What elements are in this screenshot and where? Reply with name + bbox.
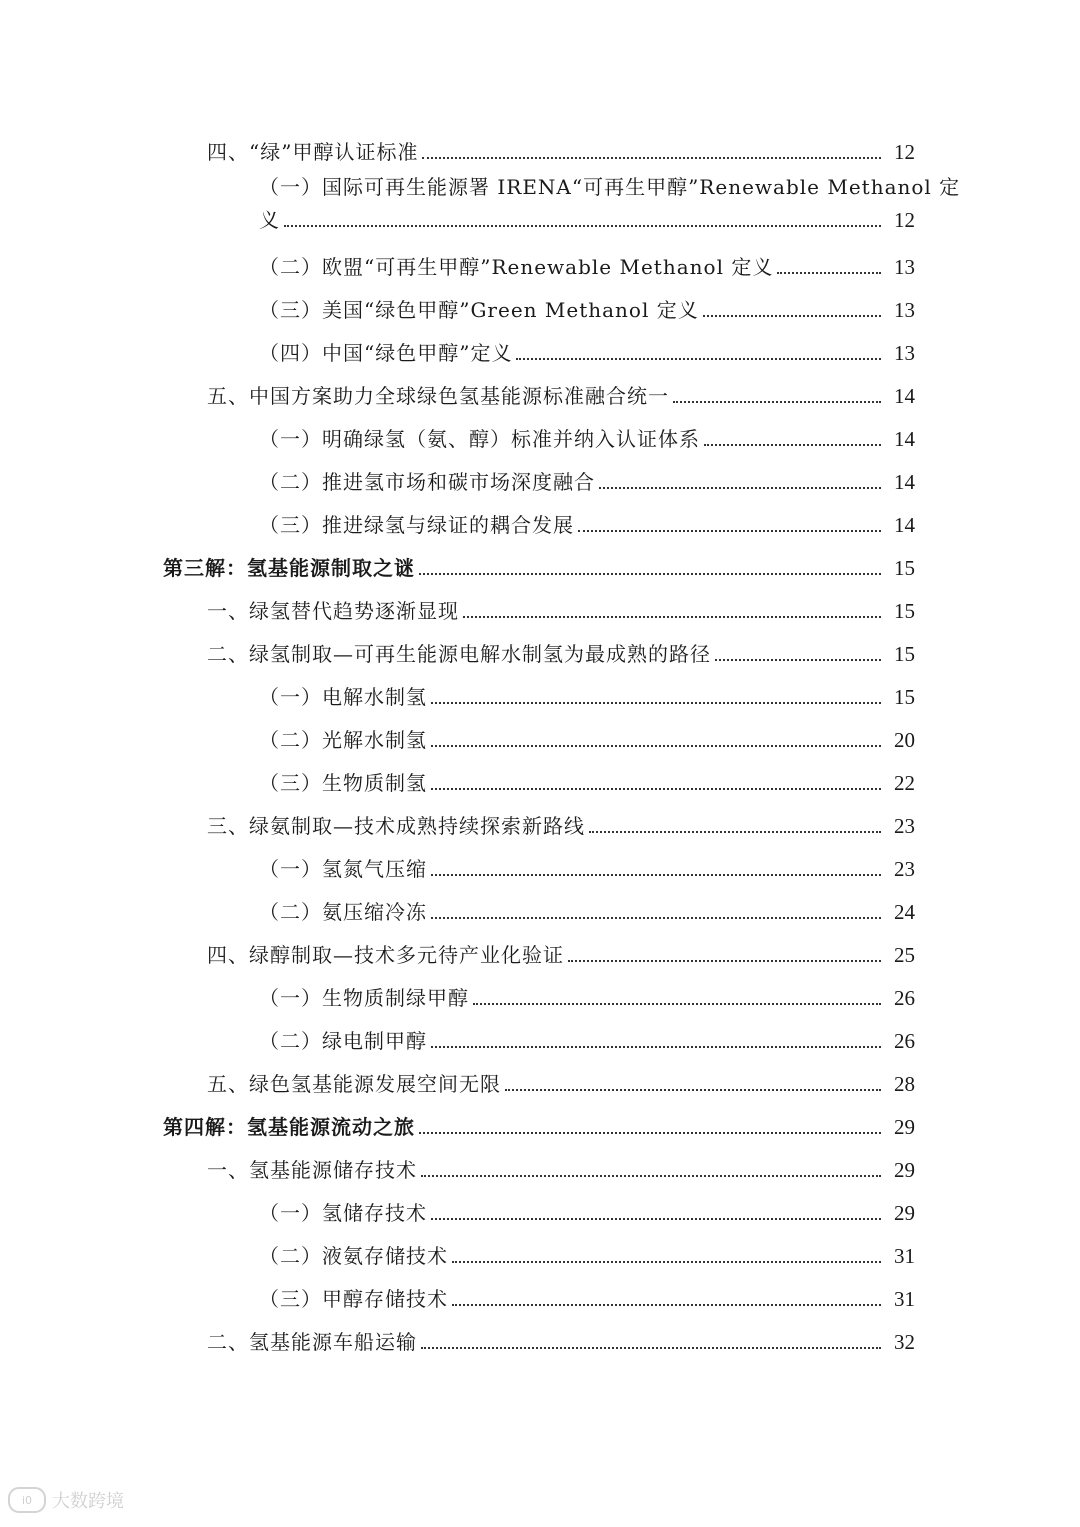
toc-page-number: 32 [894,1330,915,1354]
toc-title: 一、绿氢替代趋势逐渐显现 [207,599,459,623]
toc-page-number: 25 [894,943,915,967]
toc-page-number: 31 [894,1244,915,1268]
toc-title: （二）绿电制甲醇 [259,1029,427,1053]
toc-page-number: 29 [894,1158,915,1182]
toc-title: （三）美国“绿色甲醇”Green Methanol 定义 [259,298,699,322]
toc-entry[interactable] [207,931,915,974]
toc-page-number: 15 [894,685,915,709]
toc-title: （三）推进绿氢与绿证的耦合发展 [259,513,574,537]
toc-leader [421,1347,881,1349]
toc-page-number: 14 [894,470,915,494]
toc-page-number: 12 [894,208,915,232]
toc-title: （二）推进氢市场和碳市场深度融合 [259,470,595,494]
toc-title: （一）明确绿氢（氨、醇）标准并纳入认证体系 [259,427,700,451]
toc-entry[interactable] [207,630,915,673]
toc-title: （二）欧盟“可再生甲醇”Renewable Methanol 定义 [259,255,774,279]
toc-entry[interactable] [259,415,915,458]
toc-page-number: 15 [894,642,915,666]
toc-page-number: 14 [894,513,915,537]
toc-page-number: 12 [894,140,915,164]
toc-page-number: 24 [894,900,915,924]
toc-page-number: 28 [894,1072,915,1096]
toc-title: （三）生物质制氢 [259,771,427,795]
toc-entry[interactable] [207,1146,915,1189]
toc-entry[interactable] [259,1017,915,1060]
toc-entry[interactable] [259,286,915,329]
toc-page-number: 23 [894,857,915,881]
toc-page-number: 13 [894,255,915,279]
toc-page-number: 15 [894,556,915,580]
toc-entry[interactable] [207,802,915,845]
toc-page-number: 31 [894,1287,915,1311]
toc-leader [578,530,881,532]
toc-page-number: 23 [894,814,915,838]
toc-title: 四、“绿”甲醇认证标准 [207,140,419,164]
toc-entry[interactable] [259,845,915,888]
toc-page-number: 22 [894,771,915,795]
toc-title: 第四解：氢基能源流动之旅 [163,1115,415,1139]
toc-leader [419,573,881,575]
toc-leader [431,1218,881,1220]
toc-title: （一）生物质制绿甲醇 [259,986,469,1010]
toc-title: 五、绿色氢基能源发展空间无限 [207,1072,501,1096]
toc-page-number: 29 [894,1115,915,1139]
toc-entry[interactable] [259,716,915,759]
toc-title: （二）液氨存储技术 [259,1244,448,1268]
toc-chapter-entry[interactable] [163,544,915,587]
toc-title: 五、中国方案助力全球绿色氢基能源标准融合统一 [207,384,669,408]
watermark-logo-icon: i0 [8,1487,46,1513]
toc-page-number: 29 [894,1201,915,1225]
toc-entry[interactable] [259,974,915,1017]
toc-title: 二、绿氢制取—可再生能源电解水制氢为最成熟的路径 [207,642,711,666]
toc-title: 四、绿醇制取—技术多元待产业化验证 [207,943,564,967]
toc-title: 一、氢基能源储存技术 [207,1158,417,1182]
toc-chapter-entry[interactable] [163,1103,915,1146]
toc-entry[interactable] [207,1060,915,1103]
toc-leader [703,315,881,317]
toc-entry[interactable] [207,1318,915,1361]
toc-leader [431,745,881,747]
toc-page-number: 26 [894,1029,915,1053]
toc-leader [452,1304,881,1306]
toc-leader [431,788,881,790]
toc-title: （四）中国“绿色甲醇”定义 [259,341,513,365]
toc-title: （二）光解水制氢 [259,728,427,752]
toc-leader [715,659,881,661]
toc-leader [431,917,881,919]
toc-leader [431,702,881,704]
toc-entry[interactable] [259,759,915,802]
toc-leader [673,401,881,403]
toc-entry[interactable] [259,673,915,716]
toc-leader [777,272,881,274]
toc-leader [284,225,881,227]
toc-title: （一）氢储存技术 [259,1201,427,1225]
toc-entry[interactable] [259,171,961,243]
toc-title: （二）氨压缩冷冻 [259,900,427,924]
toc-leader [589,831,881,833]
toc-leader [704,444,881,446]
toc-entry[interactable] [207,372,915,415]
toc-page-number: 14 [894,427,915,451]
toc-leader [421,1175,881,1177]
toc-title: （一）氢氮气压缩 [259,857,427,881]
toc-leader [473,1003,881,1005]
toc-entry[interactable] [259,243,915,286]
toc-page-number: 13 [894,341,915,365]
toc-entry[interactable] [207,587,915,630]
toc-leader [516,358,881,360]
toc-entry[interactable] [207,128,915,171]
toc-title: 二、氢基能源车船运输 [207,1330,417,1354]
toc-page-number: 26 [894,986,915,1010]
toc-leader [422,157,881,159]
toc-page-number: 20 [894,728,915,752]
toc-title: 第三解：氢基能源制取之谜 [163,556,415,580]
toc-title: 三、绿氨制取—技术成熟持续探索新路线 [207,814,585,838]
toc-page-number: 15 [894,599,915,623]
toc-leader [452,1261,881,1263]
table-of-contents [0,128,1080,1361]
toc-leader [463,616,881,618]
toc-title-continuation: 义 [259,208,280,232]
toc-leader [419,1132,881,1134]
toc-page-number: 14 [894,384,915,408]
toc-leader [599,487,881,489]
toc-entry[interactable] [259,501,915,544]
toc-entry[interactable] [259,329,915,372]
toc-title: （一）电解水制氢 [259,685,427,709]
toc-entry[interactable] [259,1232,915,1275]
toc-entry[interactable] [259,1275,915,1318]
toc-entry[interactable] [259,458,915,501]
toc-title: （一）国际可再生能源署 IRENA“可再生甲醇”Renewable Methanol 定 [259,175,961,199]
toc-title: （三）甲醇存储技术 [259,1287,448,1311]
toc-leader [431,1046,881,1048]
watermark [8,1487,124,1513]
toc-entry[interactable] [259,1189,915,1232]
watermark-text: 大数跨境 [52,1491,124,1512]
toc-leader [431,874,881,876]
toc-page-number: 13 [894,298,915,322]
toc-leader [568,960,881,962]
toc-leader [505,1089,881,1091]
toc-entry[interactable] [259,888,915,931]
